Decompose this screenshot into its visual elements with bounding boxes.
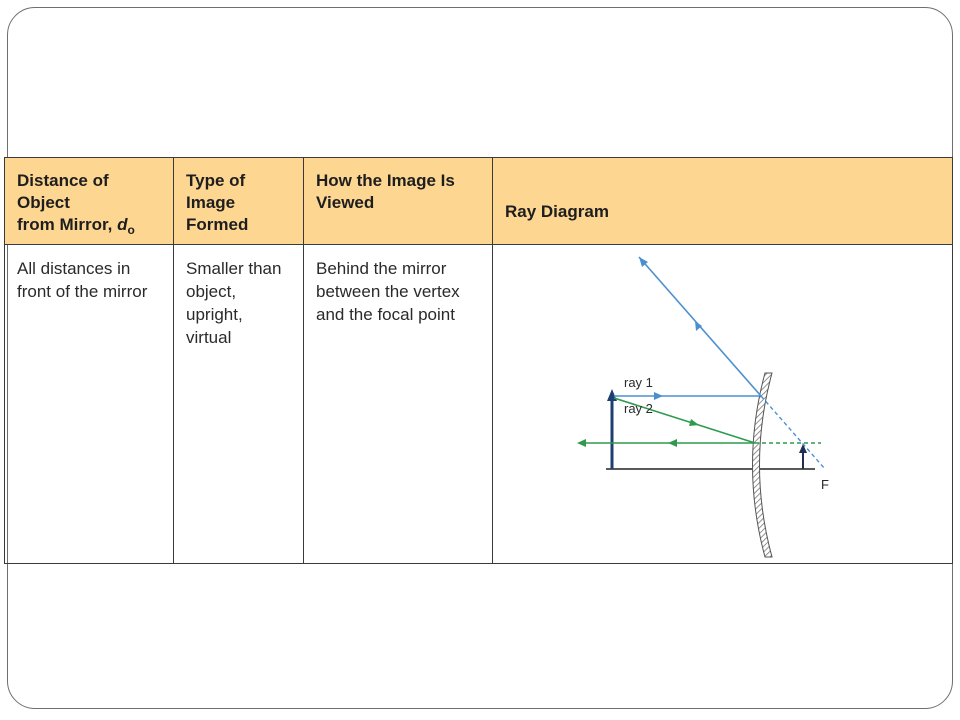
ray2-reflected-arrow-mid [668,439,677,447]
ray2-reflected-arrow-end [577,439,586,447]
header-distance-line2: from Mirror, [17,215,118,234]
header-type [174,158,304,245]
cell-type [174,245,304,564]
ray-diagram-svg [493,245,953,564]
image-arrow-head [799,444,807,453]
cell-type-text: Smaller than object, upright, virtual [186,259,282,347]
header-distance-subscript: o [127,223,135,237]
header-distance-line1: Distance of Object [17,171,109,212]
cell-viewed [304,245,493,564]
ray2-incoming-arrow [689,419,699,426]
cell-distance [5,245,174,564]
header-viewed [304,158,493,245]
header-type-label: Type of Image Formed [186,171,249,234]
table-row [5,245,953,564]
convex-mirror-table [4,157,953,564]
cell-viewed-text: Behind the mirror between the vertex and the focal point [316,259,460,324]
ray2-label: ray 2 [624,401,653,416]
ray1-label: ray 1 [624,375,653,390]
cell-distance-text: All distances in front of the mirror [17,259,148,301]
header-ray-diagram [493,158,953,245]
mirror-table-container [4,157,952,563]
ray1-incoming-arrow [654,392,663,400]
header-distance-symbol: d [117,215,128,234]
table-header-row [5,158,953,245]
focal-point-label: F [821,477,829,492]
header-viewed-label: How the Image Is Viewed [316,171,455,212]
ray1-extension [761,396,825,469]
ray1-mid-arrow [695,321,702,331]
convex-mirror [753,373,773,557]
cell-ray-diagram [493,245,953,564]
header-ray-diagram-label: Ray Diagram [505,202,609,221]
header-distance [5,158,174,245]
